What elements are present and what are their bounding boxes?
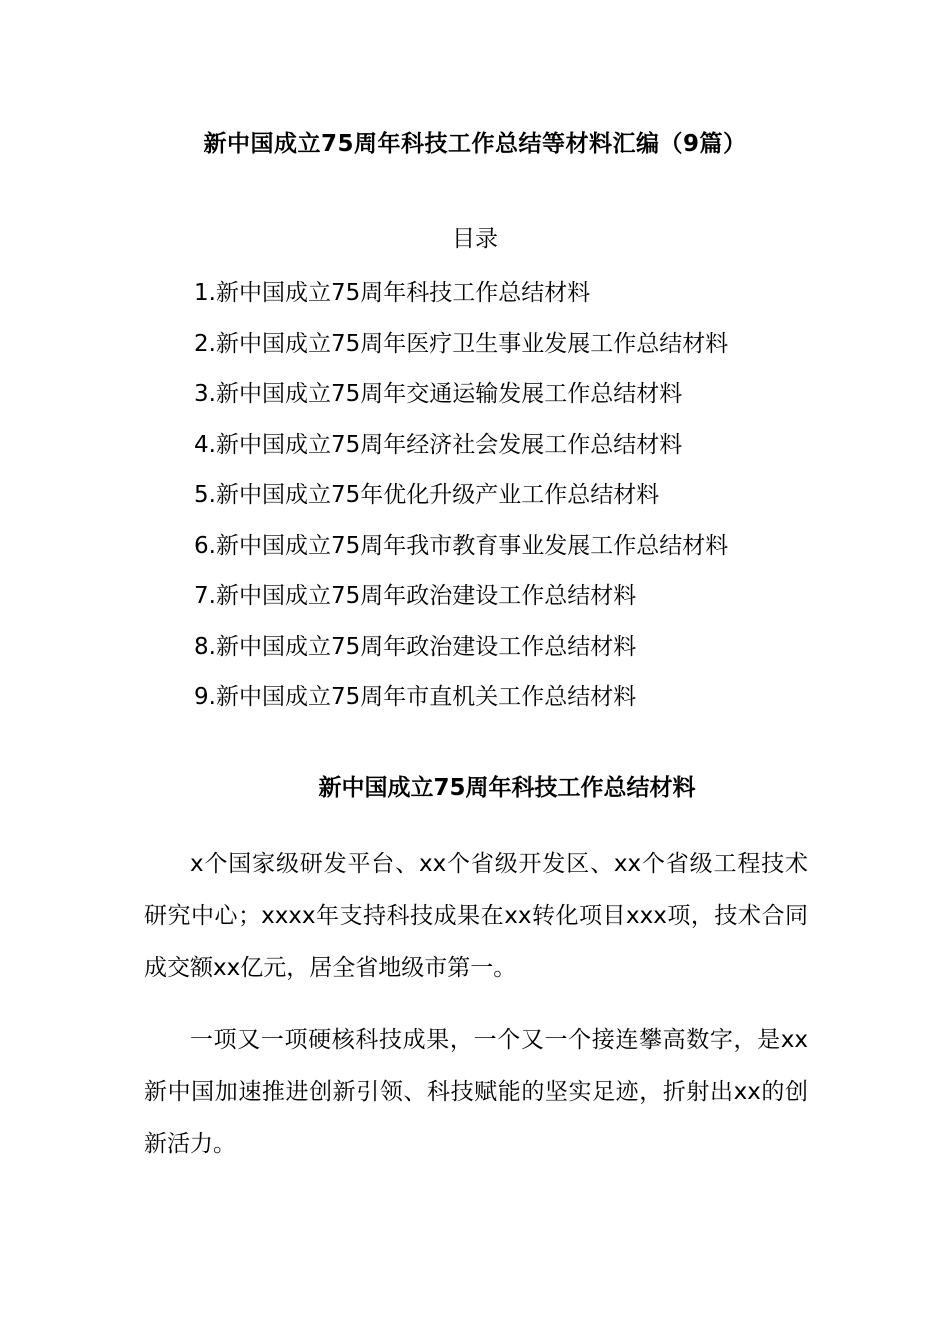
toc-item-8: 8.新中国成立75周年政治建设工作总结材料 xyxy=(194,633,637,660)
table-of-contents xyxy=(194,268,728,723)
section-title: 新中国成立75周年科技工作总结材料 xyxy=(318,775,696,801)
toc-item-1: 1.新中国成立75周年科技工作总结材料 xyxy=(194,280,591,306)
toc-item-9: 9.新中国成立75周年市直机关工作总结材料 xyxy=(194,684,637,710)
toc-item-5: 5.新中国成立75年优化升级产业工作总结材料 xyxy=(194,482,660,508)
body-paragraph-2: 一项又一项硬核科技成果，一个又一个接连攀高数字，是xx新中国加速推进创新引领、科技赋能的坚实足迹，折射出xx的创新活力。 xyxy=(144,1027,808,1157)
toc-item-6: 6.新中国成立75周年我市教育事业发展工作总结材料 xyxy=(194,532,729,559)
toc-item-7: 7.新中国成立75周年政治建设工作总结材料 xyxy=(194,583,637,609)
toc-heading: 目录 xyxy=(452,226,498,252)
toc-item-2: 2.新中国成立75周年医疗卫生事业发展工作总结材料 xyxy=(194,330,729,357)
toc-item-4: 4.新中国成立75周年经济社会发展工作总结材料 xyxy=(194,431,683,458)
body-paragraph-1: x个国家级研发平台、xx个省级开发区、xx个省级工程技术研究中心；xxxx年支持科技成果在xx转化项目xxx项，技术合同成交额xx亿元，居全省地级市第一。 xyxy=(144,851,808,981)
toc-item-3: 3.新中国成立75周年交通运输发展工作总结材料 xyxy=(194,381,683,407)
document-title: 新中国成立75周年科技工作总结等材料汇编（9篇） xyxy=(203,131,747,157)
